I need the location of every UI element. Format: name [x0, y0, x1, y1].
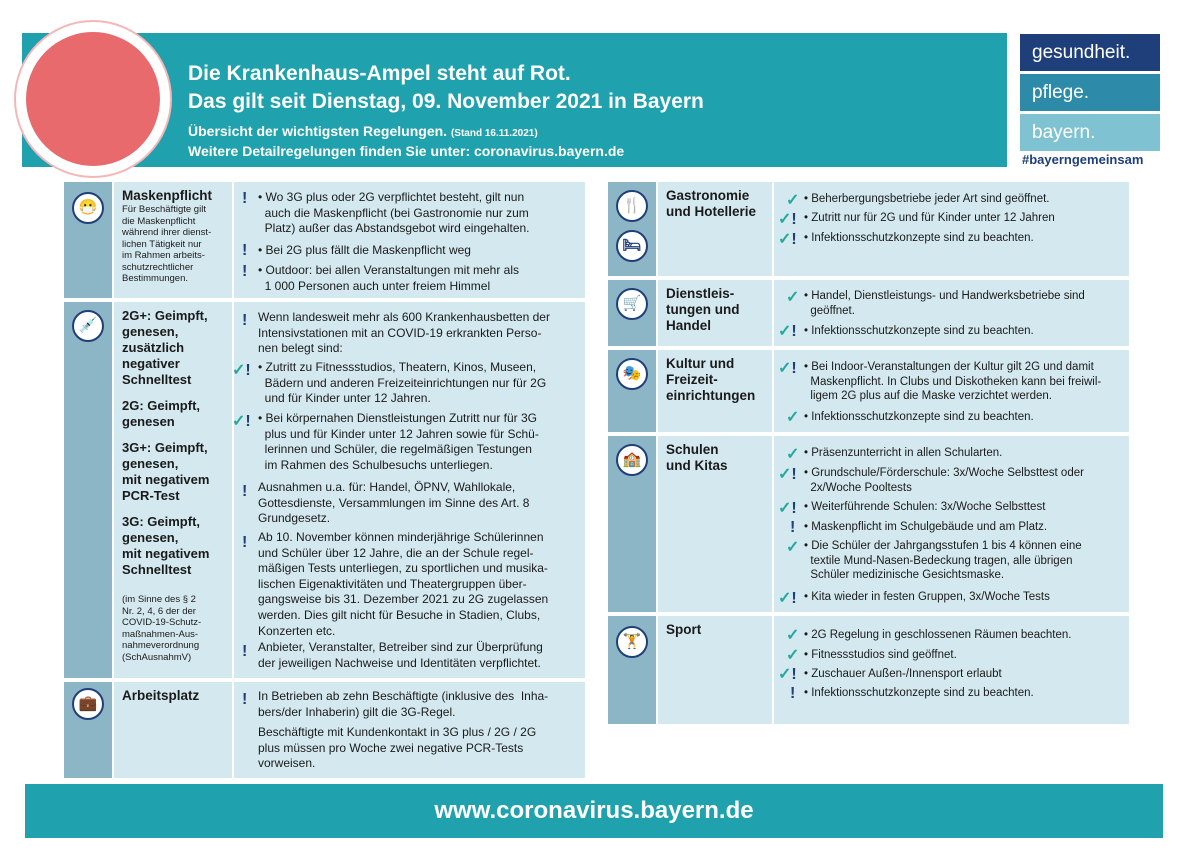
- rule-item: Ausnahmen u.a. für: Handel, ÖPNV, Wahllokale, Gottesdienste, Versammlungen im Sinne des Art. 8 Grundgesetz.: [258, 480, 530, 526]
- exclamation-icon: !: [790, 685, 796, 702]
- check-exclamation-icon: ✓!: [778, 360, 797, 377]
- category-title: Schulen und Kitas: [666, 442, 728, 473]
- rule-item: In Betrieben ab zehn Beschäftigte (inklusive des Inha- bers/der Inhaberin) gilt die 3G-Regel.: [258, 689, 549, 719]
- exclamation-icon: !: [242, 312, 248, 329]
- category-title: Dienstleis- tungen und Handel: [666, 286, 740, 333]
- category-cell: [658, 350, 772, 432]
- traffic-light-red-circle: [16, 22, 170, 176]
- section-kultur: [608, 350, 1129, 432]
- cart-icon: 🛒: [616, 288, 648, 320]
- rule-item: • Wo 3G plus oder 2G verpflichtet besteht, gilt nun auch die Maskenpflicht (bei Gastronomie nur zum Platz) außer das Abstandsgebot wird eingehalten.: [258, 190, 530, 236]
- icon-bar: [608, 350, 656, 432]
- category-title: Maskenpflicht: [122, 188, 213, 203]
- section-maskenpflicht: [64, 182, 585, 298]
- category-cell: [658, 182, 772, 276]
- detail-link-text: Weitere Detailregelungen finden Sie unter: coronavirus.bayern.de: [188, 143, 625, 159]
- bed-icon: 🛏: [616, 230, 648, 262]
- category-cell: [114, 302, 232, 678]
- category-cell: [658, 616, 772, 724]
- rules-cell: [234, 182, 585, 298]
- check-icon: ✓: [786, 627, 800, 644]
- category-title: Arbeitsplatz: [122, 688, 200, 703]
- stand-date: (Stand 16.11.2021): [450, 128, 538, 139]
- category-title: Gastronomie und Hotellerie: [666, 188, 757, 219]
- subtitle: Übersicht der wichtigsten Regelungen. (Stand 16.11.2021): [188, 123, 538, 139]
- section-dienstleistungen: [608, 280, 1129, 346]
- check-exclamation-icon: ✓!: [778, 666, 797, 683]
- rule-item: • Bei 2G plus fällt die Maskenpflicht weg: [258, 243, 471, 257]
- check-icon: ✓: [786, 192, 800, 209]
- icon-bar: [64, 682, 112, 778]
- rule-item: • Beherbergungsbetriebe jeder Art sind geöffnet.: [804, 193, 1050, 205]
- exclamation-icon: !: [790, 519, 796, 536]
- check-exclamation-icon: ✓!: [778, 466, 797, 483]
- exclamation-icon: !: [242, 242, 248, 259]
- title-line-2: Das gilt seit Dienstag, 09. November 2021 in Bayern: [188, 90, 704, 113]
- section-arbeitsplatz: [64, 682, 585, 778]
- icon-bar: [608, 280, 656, 346]
- rule-item: • Infektionsschutzkonzepte sind zu beachten.: [804, 687, 1034, 699]
- logo-gesundheit: gesundheit.: [1020, 34, 1160, 71]
- category-2g-plus: 2G+: Geimpft, genesen, zusätzlich negativer Schnelltest: [122, 308, 208, 387]
- title-line-1: Die Krankenhaus-Ampel steht auf Rot.: [188, 62, 571, 85]
- check-icon: ✓: [786, 647, 800, 664]
- icon-bar: [608, 182, 656, 276]
- section-sport: [608, 616, 1129, 724]
- section-zugangsregeln: [64, 302, 585, 678]
- check-exclamation-icon: ✓!: [778, 500, 797, 517]
- rule-item: • Maskenpflicht im Schulgebäude und am Platz.: [804, 521, 1048, 533]
- category-title: Sport: [666, 622, 702, 637]
- rule-item: Beschäftigte mit Kundenkontakt in 3G plus / 2G / 2G plus müssen pro Woche zwei negative PCR-Tests vorweisen.: [258, 725, 537, 771]
- icon-bar: [64, 302, 112, 678]
- rule-item: • Die Schüler der Jahrgangsstufen 1 bis 4 können eine textile Mund-Nasen-Bedeckung tragen, alle übrigen Schüler medizinische Gesichtsmaske.: [804, 540, 1082, 581]
- rule-item: Ab 10. November können minderjährige Schülerinnen und Schüler über 12 Jahre, die an der Schule regel- mäßigen Tests unterliegen, zu sportlichen und musika- lischen Eigenaktivitäten und Theatergruppen über- gangsweise bis 31. Dezember 2021 zu 2G zugelassen werden. Dies gilt nicht für Besuche in Stadien, Clubs, Konzerten etc.: [258, 530, 549, 638]
- cutlery-icon: 🍴: [616, 190, 648, 222]
- rule-item: • Infektionsschutzkonzepte sind zu beachten.: [804, 325, 1034, 337]
- rule-item: • 2G Regelung in geschlossenen Räumen beachten.: [804, 629, 1072, 641]
- rule-item: • Grundschule/Förderschule: 3x/Woche Selbsttest oder 2x/Woche Pooltests: [804, 467, 1084, 494]
- check-exclamation-icon: ✓!: [232, 362, 251, 379]
- exclamation-icon: !: [242, 691, 248, 708]
- rules-cell: [774, 182, 1129, 276]
- check-exclamation-icon: ✓!: [232, 413, 251, 430]
- rules-cell: [234, 682, 585, 778]
- rule-item: • Zutritt nur für 2G und für Kinder unter 12 Jahren: [804, 212, 1055, 224]
- rules-cell: [234, 302, 585, 678]
- category-title: Kultur und Freizeit- einrichtungen: [666, 356, 756, 403]
- syringe-icon: 💉: [72, 310, 104, 342]
- rule-item: • Fitnessstudios sind geöffnet.: [804, 649, 957, 661]
- check-icon: ✓: [786, 289, 800, 306]
- exclamation-icon: !: [242, 263, 248, 280]
- icon-bar: [608, 616, 656, 724]
- category-3g-plus: 3G+: Geimpft, genesen, mit negativem PCR-Test: [122, 440, 210, 503]
- category-note: Für Beschäftigte gilt die Maskenpflicht während ihrer dienst- lichen Tätigkeit nur im Rahmen arbeits- schutzrechtlicher Bestimmungen.: [122, 204, 212, 284]
- check-icon: ✓: [786, 539, 800, 556]
- section-gastronomie: [608, 182, 1129, 276]
- icon-bar: [608, 436, 656, 612]
- category-2g: 2G: Geimpft, genesen: [122, 398, 201, 429]
- rule-item: • Infektionsschutzkonzepte sind zu beachten.: [804, 411, 1034, 423]
- category-cell: [658, 280, 772, 346]
- check-icon: ✓: [786, 409, 800, 426]
- category-cell: [114, 182, 232, 298]
- rule-item: • Handel, Dienstleistungs- und Handwerksbetriebe sind geöffnet.: [804, 290, 1085, 317]
- exclamation-icon: !: [242, 190, 248, 207]
- check-exclamation-icon: ✓!: [778, 231, 797, 248]
- section-schulen: [608, 436, 1129, 612]
- rule-item: • Zuschauer Außen-/Innensport erlaubt: [804, 668, 1002, 680]
- mask-icon: 😷: [72, 192, 104, 224]
- category-cell: [114, 682, 232, 778]
- rule-item: • Zutritt zu Fitnessstudios, Theatern, Kinos, Museen, Bädern und anderen Freizeiteinrichtungen nur für 2G und für Kinder unter 12 Jahren.: [258, 360, 547, 406]
- rule-item: • Bei körpernahen Dienstleistungen Zutritt nur für 3G plus und für Kinder unter 12 Jahren sowie für Schü- lerinnen und Schüler, die regelmäßigen Testungen im Rahmen des Schulbesuchs unterliegen.: [258, 411, 539, 472]
- rules-cell: [774, 616, 1129, 724]
- rules-cell: [774, 350, 1129, 432]
- rule-item: • Kita wieder in festen Gruppen, 3x/Woche Tests: [804, 591, 1050, 603]
- check-icon: ✓: [786, 446, 800, 463]
- icon-bar: [64, 182, 112, 298]
- theater-masks-icon: 🎭: [616, 358, 648, 390]
- dumbbell-icon: 🏋: [616, 626, 648, 658]
- rule-item: • Outdoor: bei allen Veranstaltungen mit mehr als 1 000 Personen auch unter freiem Himmel: [258, 263, 520, 293]
- check-exclamation-icon: ✓!: [778, 323, 797, 340]
- category-note: (im Sinne des § 2 Nr. 2, 4, 6 der der COVID-19-Schutz- maßnahmen-Aus- nahmeverordnung (SchAusnahmV): [122, 594, 202, 663]
- check-exclamation-icon: ✓!: [778, 211, 797, 228]
- exclamation-icon: !: [242, 483, 248, 500]
- rules-cell: [774, 280, 1129, 346]
- rule-item: Anbieter, Veranstalter, Betreiber sind zur Überprüfung der jeweiligen Nachweise und Identitäten verpflichtet.: [258, 640, 543, 670]
- check-exclamation-icon: ✓!: [778, 590, 797, 607]
- footer-url[interactable]: www.coronavirus.bayern.de: [25, 784, 1163, 838]
- rule-item: • Bei Indoor-Veranstaltungen der Kultur gilt 2G und damit Maskenpflicht. In Clubs und Diskotheken kann bei freiwil- ligem 2G plus auf die Maske verzichtet werden.: [804, 361, 1102, 402]
- rules-cell: [774, 436, 1129, 612]
- logo-bayern: bayern.: [1020, 114, 1160, 151]
- rule-item: • Weiterführende Schulen: 3x/Woche Selbsttest: [804, 501, 1046, 513]
- category-cell: [658, 436, 772, 612]
- rule-item: • Präsenzunterricht in allen Schularten.: [804, 447, 1003, 459]
- briefcase-icon: 💼: [72, 688, 104, 720]
- exclamation-icon: !: [242, 643, 248, 660]
- category-3g: 3G: Geimpft, genesen, mit negativem Schnelltest: [122, 514, 210, 577]
- school-icon: 🏫: [616, 444, 648, 476]
- logo-pflege: pflege.: [1020, 74, 1160, 111]
- exclamation-icon: !: [242, 534, 248, 551]
- hashtag: #bayerngemeinsam: [1022, 152, 1144, 167]
- rule-item: Wenn landesweit mehr als 600 Krankenhausbetten der Intensivstationen mit an COVID-19 erkrankten Perso- nen belegt sind:: [258, 310, 550, 356]
- rule-item: • Infektionsschutzkonzepte sind zu beachten.: [804, 232, 1034, 244]
